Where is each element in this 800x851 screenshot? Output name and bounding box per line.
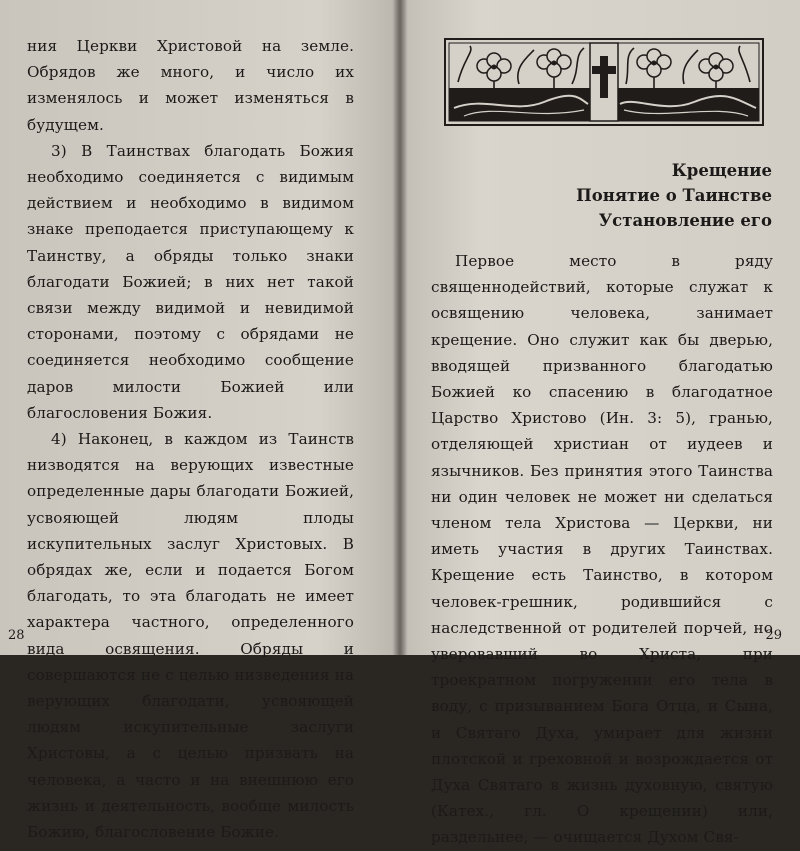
- page-number-left: 28: [8, 628, 25, 643]
- paragraph: Первое место в ряду священнодействий, которые служат к освящению человека, занимает крещение. Оно служит как бы дверью, вводящей призванного благодатью Божией ко спасению в благодатное Царство Христово (Ин. 3: 5), гранью, отделяющей христиан от иудеев и язычников. Без принятия этого Таинства ни один человек не может ни сделаться членом тела Христова — Церкви, ни иметь участия в других Таинствах. Крещение есть Таинство, в котором человек-грешник, родившийся с наследственной от родителей порчей, но уверовавший во Христа, при троекратном погружении его тела в воду, с призыванием Бога Отца, и Сына, и Святаго Духа, умирает для жизни плотской и греховной и возрождается от Духа Святаго в жизнь духовную, святую (Катех., гл. О крещении) или, раздельнее, — очищается Духом Свя-: [431, 252, 773, 847]
- paragraph: ния Церкви Христовой на земле. Обрядов же много, и число их изменялось и может изменяться в будущем.: [27, 37, 354, 134]
- heading-subtitle: Установление его: [598, 211, 772, 230]
- section-headings: [442, 158, 772, 233]
- floral-cross-ornament-icon: [444, 38, 764, 126]
- heading-title: Крещение: [671, 161, 772, 180]
- left-page: [0, 0, 398, 842]
- page-number-right: 29: [765, 628, 782, 643]
- right-page: [402, 0, 800, 847]
- left-page-text: [27, 33, 354, 845]
- heading-subtitle: Понятие о Таинстве: [576, 186, 772, 205]
- paragraph: 3) В Таинствах благодать Божия необходимо соединяется с видимым действием и необходимо в видимом знаке преподается приступающему к Таинству, а обряды только знаки благодати Божией; в них нет такой связи между видимой и невидимой сторонами, поэтому с обрядами не соединяется необходимо сообщение даров милости Божией или благословения Божия.: [27, 141, 354, 422]
- right-page-text: [431, 248, 773, 851]
- paragraph: 4) Наконец, в каждом из Таинств низводятся на верующих известные определенные дары благодати Божией, усвояющей людям плоды искупительных заслуг Христовых. В обрядах же, если и подается Богом благодать, то эта благодать не имеет характера частного, определенного вида освящения. Обряды и совершаются не с целью низведения на верующих благодати, усвояющей людям искупительные заслуги Христовы, а с целью призвать на человека, а часто и на внешнюю его жизнь и деятельность, вообще милость Божию, благословение Божие.: [27, 430, 354, 842]
